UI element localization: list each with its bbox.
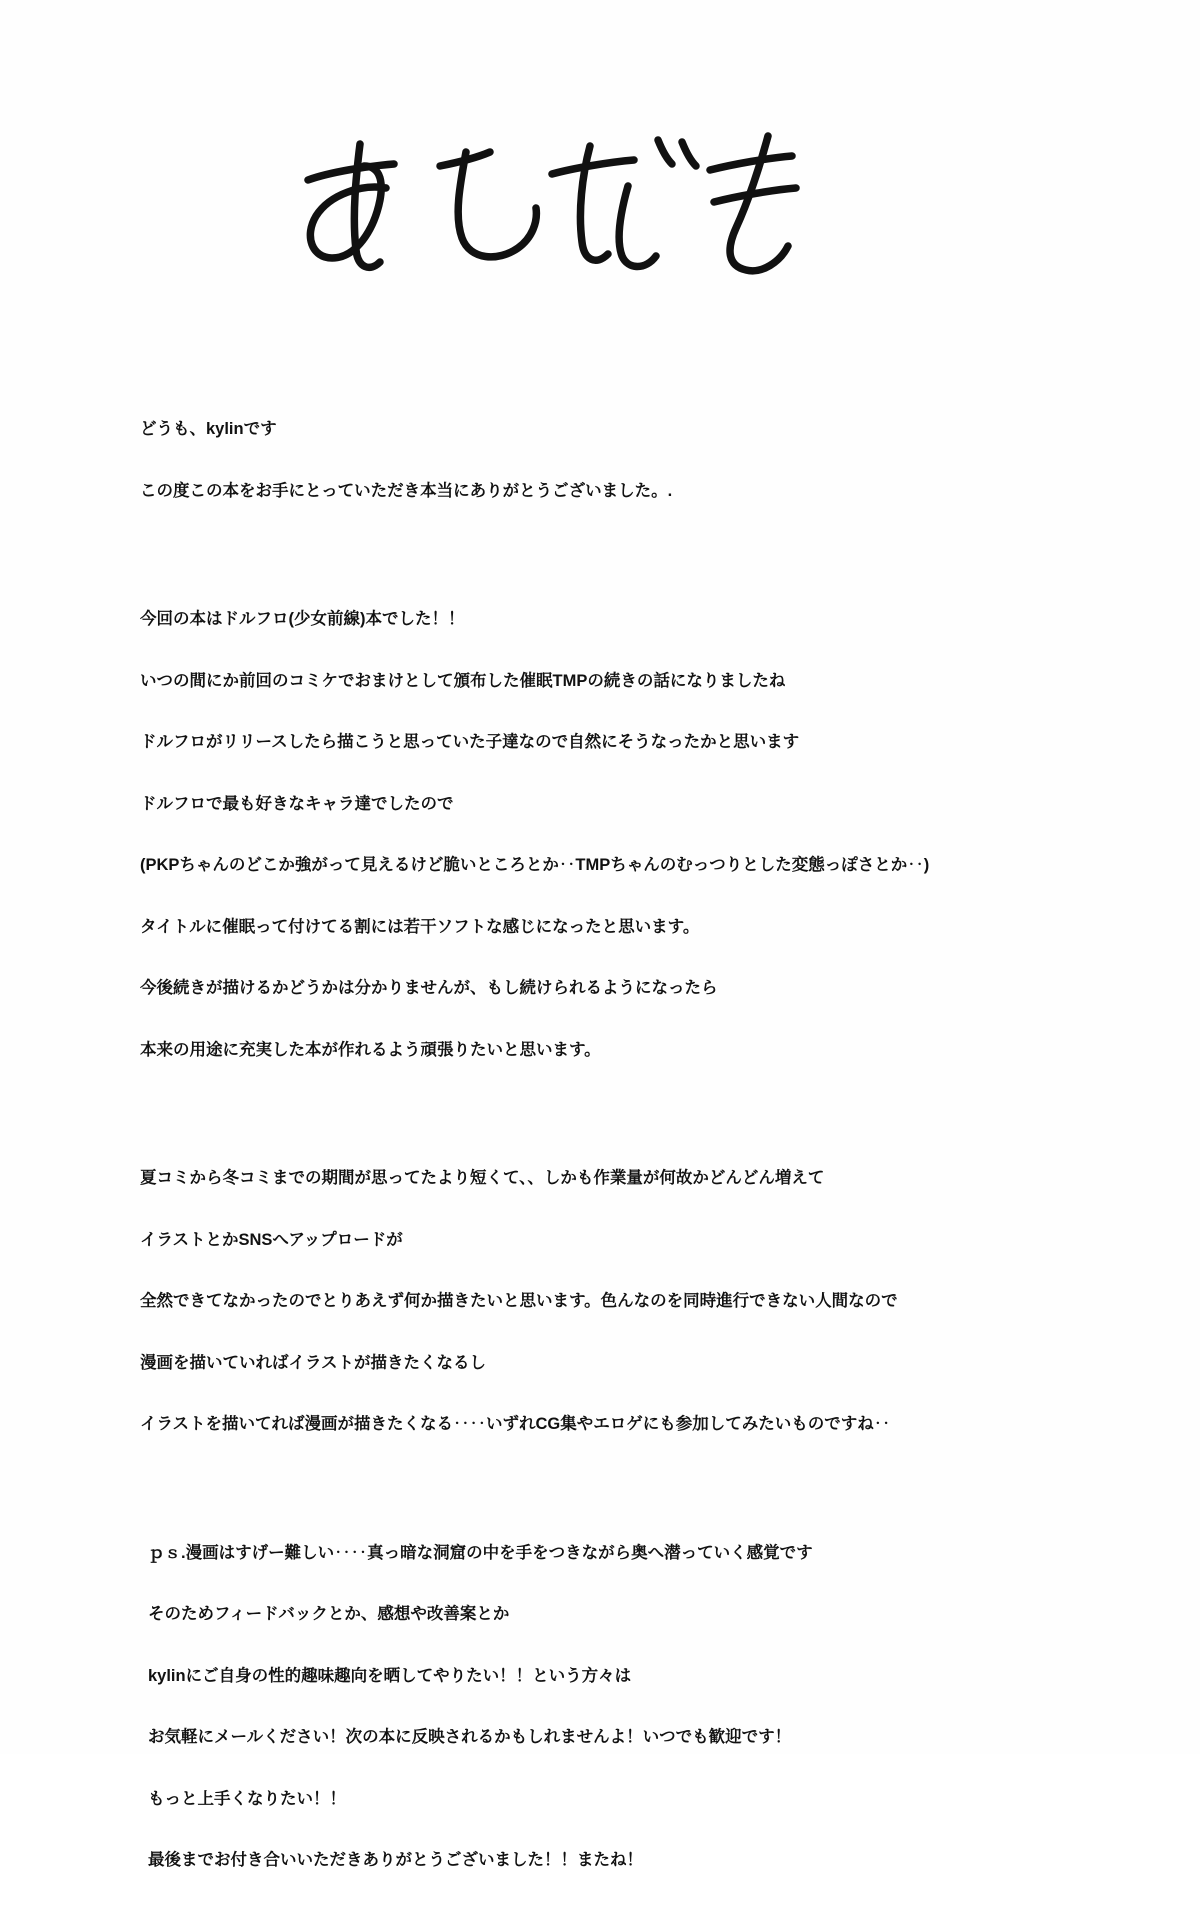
postscript-paragraph [140,1502,1100,1912]
text-line: 本来の用途に充実した本が作れるよう頑張りたいと思います。 [140,1040,601,1059]
text-line: ｐｓ.漫画はすげー難しい‥‥真っ暗な洞窟の中を手をつきながら奥へ潜っていく感覚です [148,1543,813,1562]
afterword-body [140,378,1100,1912]
text-line: 漫画を描いていればイラストが描きたくなるし [140,1353,487,1372]
text-line: イラストとかSNSへアップロードが [140,1230,403,1249]
schedule-paragraph [140,1127,1100,1476]
text-line: ドルフロで最も好きなキャラ達でしたので [140,794,454,813]
text-line: この度この本をお手にとっていただき本当にありがとうございました。. [140,481,673,500]
text-line: もっと上手くなりたい！！ [148,1789,346,1808]
about-this-book-paragraph [140,568,1100,1101]
text-line: どうも、kylinです [140,420,277,438]
text-line: 全然できてなかったのでとりあえず何か描きたいと思います。色んなのを同時進行できない人間なので [140,1292,898,1310]
text-line: kylinにご自身の性的趣味趣向を晒してやりたい！！という方々は [148,1666,632,1685]
greeting-paragraph [140,378,1100,542]
text-line: タイトルに催眠って付けてる割には若干ソフトな感じになったと思います。 [140,917,700,936]
text-line: ドルフロがリリースしたら描こうと思っていた子達なので自然にそうなったかと思います [140,733,800,751]
text-line: (PKPちゃんのどこか強がって見えるけど脆いところとか‥TMPちゃんのむっつりとした変態っぽさとか‥) [140,856,930,874]
text-line: 最後までお付き合いいただきありがとうございました！！またね！ [148,1851,643,1869]
text-line: 今後続きが描けるかどうかは分かりませんが、もし続けられるようになったら [140,979,718,997]
text-line: いつの間にか前回のコミケでおまけとして頒布した催眠TMPの続きの話になりましたね [140,671,786,690]
handwritten-title-icon [290,120,810,320]
text-line: そのためフィードバックとか、感想や改善案とか [148,1605,510,1623]
page-title [290,120,810,320]
text-line: イラストを描いてれば漫画が描きたくなる‥‥いずれCG集やエロゲにも参加してみたいものですね‥ [140,1415,891,1433]
text-line: 夏コミから冬コミまでの期間が思ってたより短くて、、しかも作業量が何故かどんどん増えて [140,1169,825,1187]
text-line: お気軽にメールください！次の本に反映されるかもしれませんよ！いつでも歓迎です！ [148,1728,792,1746]
text-line: 今回の本はドルフロ(少女前線)本でした！！ [140,610,465,628]
